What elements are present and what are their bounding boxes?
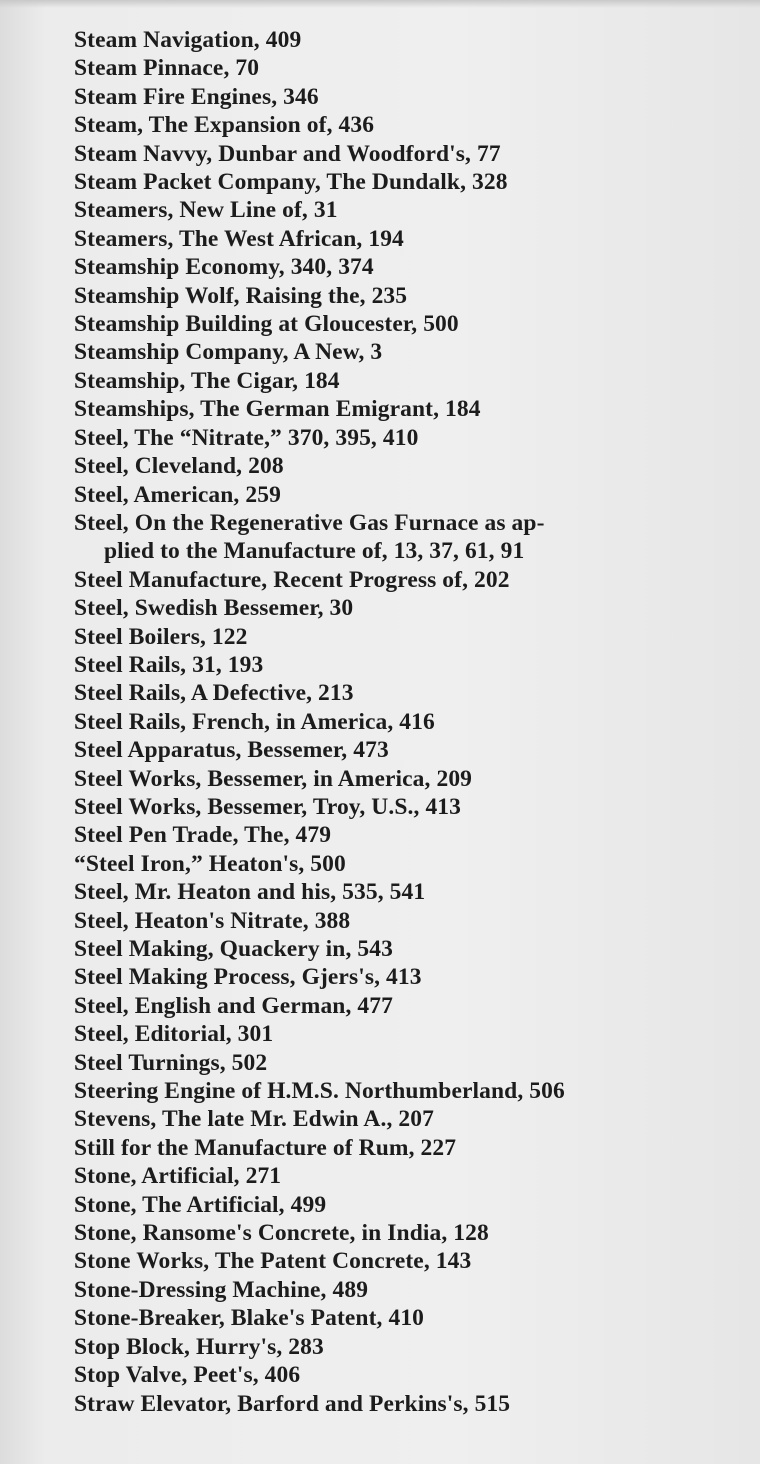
index-entry: Steam Navigation, 409 xyxy=(74,27,302,53)
index-entry: Steel Boilers, 122 xyxy=(74,623,248,650)
index-entry: Steering Engine of H.M.S. Northumberland, 506 xyxy=(74,1078,565,1105)
index-entry: Still for the Manufacture of Rum, 227 xyxy=(74,1134,457,1161)
index-entry: Steel, American, 259 xyxy=(74,481,281,508)
index-entry: Stop Block, Hurry's, 283 xyxy=(74,1333,324,1360)
index-page xyxy=(74,26,744,1418)
index-entry: Steamers, The West African, 194 xyxy=(74,225,404,252)
index-entry: Steel Manufacture, Recent Progress of, 202 xyxy=(74,566,510,593)
index-entry: Steel Rails, French, in America, 416 xyxy=(74,708,435,735)
index-entry: Steel Making Process, Gjers's, 413 xyxy=(74,964,422,991)
index-entry: Steel Works, Bessemer, in America, 209 xyxy=(74,765,473,792)
index-entry-continuation: plied to the Manufacture of, 13, 37, 61, 91 xyxy=(104,538,525,565)
index-entry: Steamers, New Line of, 31 xyxy=(74,197,338,224)
index-entry: Steel, Swedish Bessemer, 30 xyxy=(74,595,354,622)
index-entry: Steam Navvy, Dunbar and Woodford's, 77 xyxy=(74,140,501,167)
index-entry: “Steel Iron,” Heaton's, 500 xyxy=(74,850,346,877)
index-entry: Stone, Artificial, 271 xyxy=(74,1163,282,1190)
index-entry: Stone Works, The Patent Concrete, 143 xyxy=(74,1248,472,1275)
index-entry: Steel Rails, 31, 193 xyxy=(74,651,264,678)
index-entry: Stop Valve, Peet's, 406 xyxy=(74,1362,301,1389)
index-entry: Steel, On the Regenerative Gas Furnace as ap- xyxy=(74,509,545,536)
index-entry: Stevens, The late Mr. Edwin A., 207 xyxy=(74,1106,434,1133)
index-entry: Steamship, The Cigar, 184 xyxy=(74,367,340,394)
index-entry: Steam Pinnace, 70 xyxy=(74,55,260,82)
index-entry: Steam Packet Company, The Dundalk, 328 xyxy=(74,169,508,196)
index-entry: Steamship Building at Gloucester, 500 xyxy=(74,311,459,338)
index-entry: Steel, Editorial, 301 xyxy=(74,1021,274,1048)
index-entry: Steel, Heaton's Nitrate, 388 xyxy=(74,907,351,934)
index-entry: Steel, The “Nitrate,” 370, 395, 410 xyxy=(74,424,419,451)
index-entry: Straw Elevator, Barford and Perkins's, 515 xyxy=(74,1390,511,1417)
index-entry: Steam Fire Engines, 346 xyxy=(74,83,319,110)
index-entry: Steel Apparatus, Bessemer, 473 xyxy=(74,737,389,764)
index-entry: Steam, The Expansion of, 436 xyxy=(74,112,375,139)
page-top-shadow xyxy=(0,0,760,8)
index-entry: Steel, Cleveland, 208 xyxy=(74,453,284,480)
index-entry: Steel Turnings, 502 xyxy=(74,1049,268,1076)
index-entry: Steel Making, Quackery in, 543 xyxy=(74,936,393,962)
index-entry: Steel, English and German, 477 xyxy=(74,992,393,1019)
index-entry: Stone-Breaker, Blake's Patent, 410 xyxy=(74,1305,425,1332)
index-entry: Stone, The Artificial, 499 xyxy=(74,1191,327,1218)
index-entry: Steamship Wolf, Raising the, 235 xyxy=(74,282,408,309)
index-entry: Steamship Economy, 340, 374 xyxy=(74,254,374,281)
index-entry: Steel Pen Trade, The, 479 xyxy=(74,822,332,849)
index-entry: Stone, Ransome's Concrete, in India, 128 xyxy=(74,1220,489,1247)
index-entry: Steel, Mr. Heaton and his, 535, 541 xyxy=(74,879,426,906)
index-entry: Steel Rails, A Defective, 213 xyxy=(74,680,354,707)
index-entry: Steamships, The German Emigrant, 184 xyxy=(74,396,481,423)
index-entry: Stone-Dressing Machine, 489 xyxy=(74,1276,369,1303)
index-entry: Steel Works, Bessemer, Troy, U.S., 413 xyxy=(74,793,461,820)
index-entry: Steamship Company, A New, 3 xyxy=(74,339,383,366)
